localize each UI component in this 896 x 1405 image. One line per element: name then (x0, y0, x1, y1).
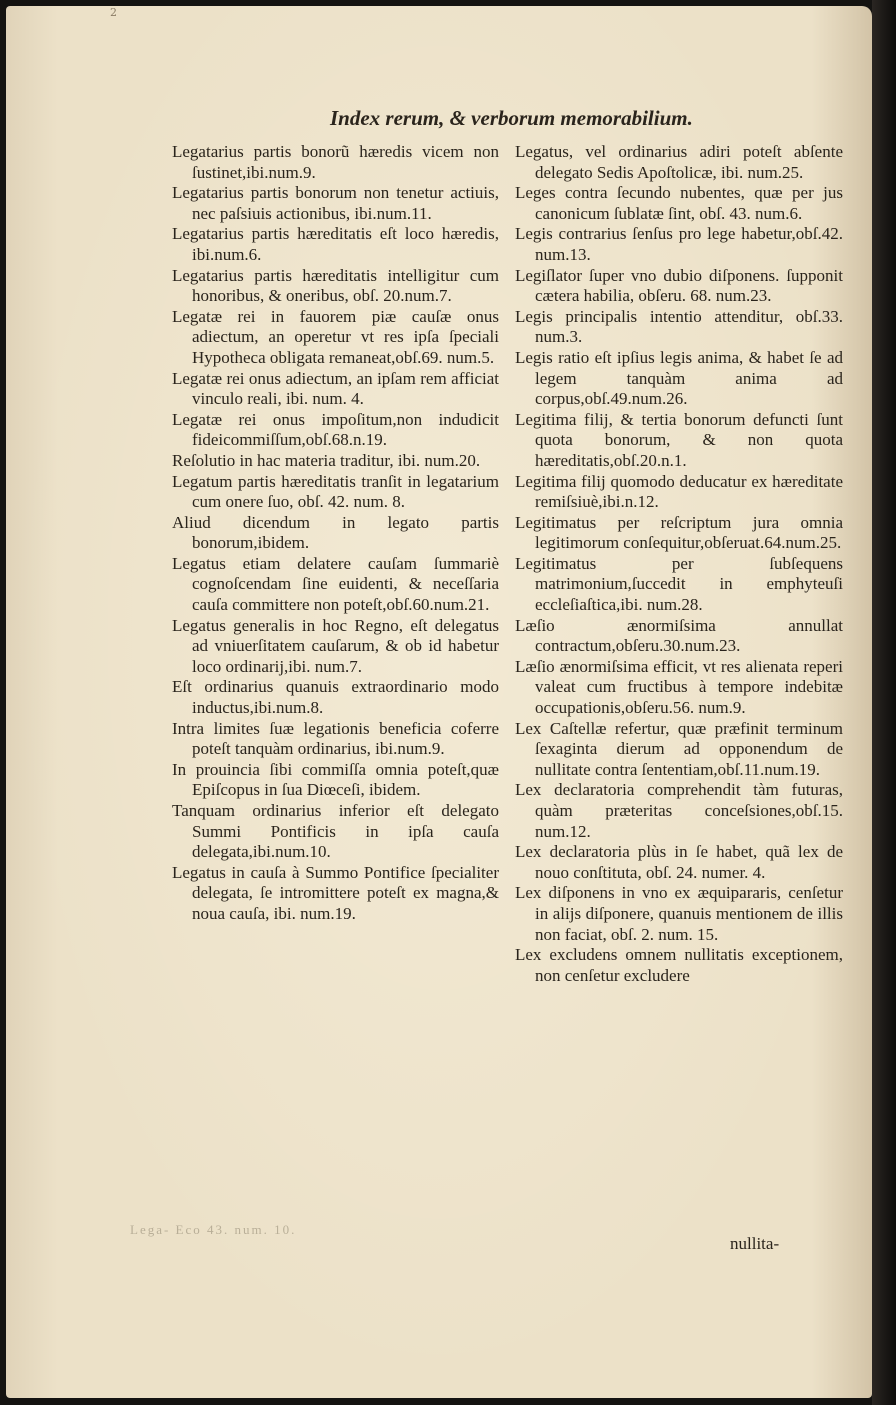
running-head: Index rerum, & verborum memorabilium. (330, 106, 693, 130)
index-entry: Legitima filij, & tertia bonorum defuncti ſunt quota bonorum, & non quota hæreditatis,obſ.20.n.1. (515, 409, 843, 470)
index-entry: Legatæ rei in fauorem piæ cauſæ onus adiectum, an operetur vt res ipſa ſpeciali Hypotheca obligata remaneat,obſ.69. num.5. (172, 306, 499, 367)
index-entry: Legatæ rei onus adiectum, an ipſam rem afficiat vinculo reali, ibi. num. 4. (172, 368, 499, 409)
index-entry: Tanquam ordinarius inferior eſt delegato Summi Pontificis in ipſa cauſa delegata,ibi.num.10. (172, 801, 499, 862)
index-entry: Lex excludens omnem nullitatis exceptionem, non cenſetur excludere (515, 945, 843, 985)
index-entry: Lex declaratoria plùs in ſe habet, quã lex de nouo conſtituta, obſ. 24. numer. 4. (515, 842, 843, 882)
index-entry: Legitimatus per ſubſequens matrimonium,ſuccedit in emphyteuſi eccleſiaſtica,ibi. num.28. (515, 553, 843, 615)
index-entry: Reſolutio in hac materia traditur, ibi. num.20. (172, 450, 481, 470)
book-fore-edge (872, 0, 896, 1405)
index-entry: Legatarius partis bonorum non tenetur actiuis, nec paſsiuis actionibus, ibi.num.11. (172, 183, 499, 223)
index-entry: Legatæ rei onus impoſitum,non indudicit fideicommiſſum,obſ.68.n.19. (172, 409, 499, 450)
index-entry: Legis contrarius ſenſus pro lege habetur,obſ.42. num.13. (515, 224, 843, 264)
index-column-right (515, 142, 843, 986)
index-entry: Legatus in cauſa à Summo Pontifice ſpecialiter delegata, ſe intromittere poteſt ex magna,& noua cauſa, ibi. num.19. (172, 862, 499, 923)
index-entry: Leges contra ſecundo nubentes, quæ per jus canonicum ſublatæ ſint, obſ. 43. num.6. (515, 183, 843, 223)
bleed-through-text: Lega- Eco 43. num. 10. (130, 1222, 297, 1237)
index-column-left (172, 142, 499, 925)
index-entry: Eſt ordinarius quanuis extraordinario modo inductus,ibi.num.8. (172, 677, 499, 718)
index-entry: Læſio ænormiſsima efficit, vt res alienata reperi valeat cum fructibus à tempore indebitæ occupationis,obſeru.56. num.9. (515, 656, 843, 718)
index-entry: Legatarius partis hæreditatis eſt loco hæredis, ibi.num.6. (172, 224, 499, 264)
index-entry: Legatum partis hæreditatis tranſit in legatarium cum onere ſuo, obſ. 42. num. 8. (172, 471, 499, 512)
index-entry: Lex diſponens in vno ex æquipararis, cenſetur in alijs diſponere, quanuis mentionem de illis non faciat, obſ. 2. num. 15. (515, 883, 843, 944)
index-entry: Lex Caſtellæ refertur, quæ præfinit terminum ſexaginta dierum ad opponendum de nullitate contra ſententiam,obſ.11.num.19. (515, 718, 843, 779)
index-entry: Intra limites ſuæ legationis beneficia coferre poteſt tanquàm ordinarius, ibi.num.9. (172, 718, 499, 759)
index-entry: Lex declaratoria comprehendit tàm futuras, quàm præteritas conceſsiones,obſ.15. num.12. (515, 780, 843, 841)
catchword: nullita- (730, 1234, 780, 1253)
corner-mark: 2 (110, 6, 117, 19)
index-entry: Legis principalis intentio attenditur, obſ.33. num.3. (515, 306, 843, 347)
index-entry: Aliud dicendum in legato partis bonorum,ibidem. (172, 512, 499, 553)
index-entry: Legatus generalis in hoc Regno, eſt delegatus ad vniuerſitatem cauſarum, & ob id habetur loco ordinarij,ibi. num.7. (172, 615, 499, 676)
index-entry: Legatarius partis hæreditatis intelligitur cum honoribus, & oneribus, obſ. 20.num.7. (172, 265, 499, 306)
index-entry: Legatarius partis bonorũ hæredis vicem non ſustinet,ibi.num.9. (172, 142, 499, 182)
index-entry: In prouincia ſibi commiſſa omnia poteſt,quæ Epiſcopus in ſua Diœceſi, ibidem. (172, 759, 499, 800)
index-entry: Legitimatus per reſcriptum jura omnia legitimorum conſequitur,obſeruat.64.num.25. (515, 512, 843, 553)
index-entry: Legis ratio eſt ipſius legis anima, & habet ſe ad legem tanquàm anima ad corpus,obſ.49.num.26. (515, 347, 843, 409)
index-entry: Legiſlator ſuper vno dubio diſponens. ſupponit cætera habilia, obſeru. 68. num.23. (515, 265, 843, 306)
index-entry: Legitima filij quomodo deducatur ex hæreditate remiſsiuè,ibi.n.12. (515, 471, 843, 512)
index-entry: Læſio ænormiſsima annullat contractum,obſeru.30.num.23. (515, 615, 843, 656)
index-entry: Legatus, vel ordinarius adiri poteſt abſente delegato Sedis Apoſtolicæ, ibi. num.25. (515, 142, 843, 182)
index-entry: Legatus etiam delatere cauſam ſummariè cognoſcendam ſine euidenti, & neceſſaria cauſa committere non poteſt,obſ.60.num.21. (172, 553, 499, 615)
